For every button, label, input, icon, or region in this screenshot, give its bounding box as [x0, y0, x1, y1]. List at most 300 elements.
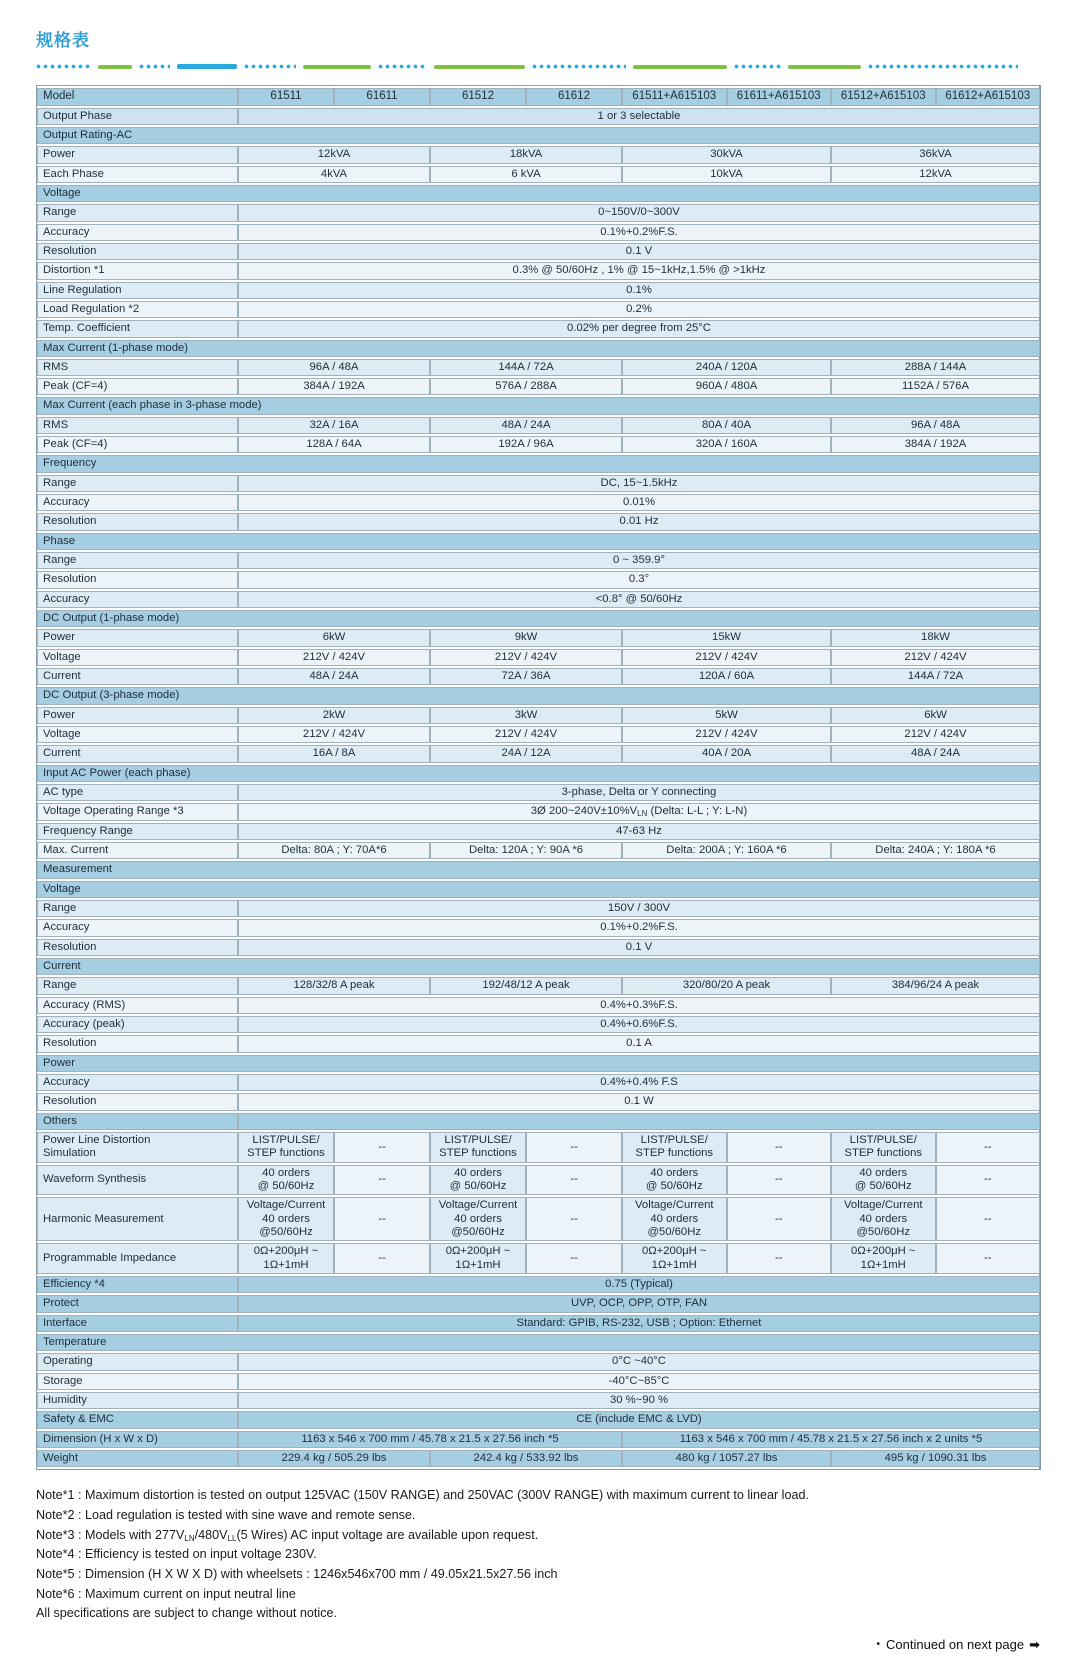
cell: 0.1 V	[238, 243, 1040, 260]
table-row	[37, 842, 1040, 859]
row-label: Accuracy (peak)	[37, 1016, 238, 1033]
cell: 0.3% @ 50/60Hz , 1% @ 15~1kHz,1.5% @ >1kHz	[238, 262, 1040, 279]
table-row	[37, 1373, 1040, 1390]
section-row	[37, 340, 1040, 357]
cell: 61612+A615103	[936, 88, 1041, 106]
section-header: Max Current (each phase in 3-phase mode)	[37, 397, 1040, 414]
cell: 128/32/8 A peak	[238, 977, 430, 994]
row-label: Range	[37, 552, 238, 569]
row-label: Range	[37, 475, 238, 492]
cell: 10kVA	[622, 166, 831, 183]
cell: 192A / 96A	[430, 436, 622, 453]
row-label: Temp. Coefficient	[37, 320, 238, 337]
cell: --	[727, 1132, 832, 1163]
row-label: Accuracy	[37, 1074, 238, 1091]
cell: 96A / 48A	[238, 359, 430, 376]
cell: 3Ø $200\sim 240V\pm 10\%V_{LN}$ (Delta: L-L ; Y: L-N)	[238, 803, 1040, 820]
row-label: Resolution	[37, 571, 238, 588]
cell: 36kVA	[831, 146, 1040, 163]
cell: 0Ω+200μH ~ 1Ω+1mH	[430, 1243, 526, 1274]
cell: 47-63 Hz	[238, 823, 1040, 840]
spec-table	[37, 86, 1040, 1469]
row-label: Interface	[37, 1315, 238, 1332]
cell: --	[526, 1132, 622, 1163]
cell: 960A / 480A	[622, 378, 831, 395]
table-row	[37, 1450, 1040, 1467]
row-label: Load Regulation *2	[37, 301, 238, 318]
table-row	[37, 1315, 1040, 1332]
cell: 212V / 424V	[430, 726, 622, 743]
row-label: Dimension (H x W x D)	[37, 1431, 238, 1448]
cell: 40 orders @ 50/60Hz	[238, 1165, 334, 1196]
cell: 30 %~90 %	[238, 1392, 1040, 1409]
cell: 48A / 24A	[238, 668, 430, 685]
section-row	[37, 397, 1040, 414]
cell: Standard: GPIB, RS-232, USB ; Option: Ethernet	[238, 1315, 1040, 1332]
row-label: Power	[37, 629, 238, 646]
cell: 1 or 3 selectable	[238, 108, 1040, 125]
cell: 72A / 36A	[430, 668, 622, 685]
divider-dots	[139, 64, 170, 69]
divider-dash	[177, 64, 237, 69]
divider-dots	[868, 64, 1018, 69]
section-row	[37, 127, 1040, 144]
section-header: Power	[37, 1055, 1040, 1072]
cell: 40 orders @ 50/60Hz	[831, 1165, 936, 1196]
divider-dash	[303, 65, 371, 69]
table-row	[37, 552, 1040, 569]
row-label: Output Phase	[37, 108, 238, 125]
cell: 30kVA	[622, 146, 831, 163]
section-header: Voltage	[37, 881, 1040, 898]
cell: --	[727, 1165, 832, 1196]
cell: 495 kg / 1090.31 lbs	[831, 1450, 1040, 1467]
cell: 0.1 A	[238, 1035, 1040, 1052]
table-row	[37, 494, 1040, 511]
bullet-icon: •	[876, 1638, 881, 1650]
note-line: Note*4 : Efficiency is tested on input voltage 230V.	[36, 1547, 317, 1562]
row-label: Power	[37, 707, 238, 724]
cell: --	[936, 1165, 1041, 1196]
section-header: Temperature	[37, 1334, 1040, 1351]
section-row	[37, 765, 1040, 782]
table-row	[37, 1353, 1040, 1370]
cell: 576A / 288A	[430, 378, 622, 395]
cell: 32A / 16A	[238, 417, 430, 434]
row-label: Accuracy	[37, 494, 238, 511]
cell: CE (include EMC & LVD)	[238, 1411, 1040, 1428]
cell: LIST/PULSE/ STEP functions	[430, 1132, 526, 1163]
cell: LIST/PULSE/ STEP functions	[238, 1132, 334, 1163]
note-line: Note*1 : Maximum distortion is tested on output 125VAC (150V RANGE) and 250VAC (300V RANGE) with maximum current to linear load.	[36, 1488, 809, 1503]
cell: DC, 15~1.5kHz	[238, 475, 1040, 492]
section-row	[37, 861, 1040, 878]
divider-dash	[434, 65, 525, 69]
table-row	[37, 243, 1040, 260]
section-row	[37, 881, 1040, 898]
cell: 0.1 V	[238, 939, 1040, 956]
row-label: Humidity	[37, 1392, 238, 1409]
cell: Voltage/Current 40 orders @50/60Hz	[238, 1197, 334, 1241]
row-label: Accuracy	[37, 224, 238, 241]
cell: 61612	[526, 88, 622, 106]
cell: 16A / 8A	[238, 745, 430, 762]
cell: 384A / 192A	[238, 378, 430, 395]
cell: 61611+A615103	[727, 88, 832, 106]
notes	[36, 1486, 881, 1623]
section-header: Max Current (1-phase mode)	[37, 340, 1040, 357]
table-row	[37, 649, 1040, 666]
cell: 15kW	[622, 629, 831, 646]
row-label: Voltage	[37, 726, 238, 743]
table-row	[37, 977, 1040, 994]
cell: Delta: 80A ; Y: 70A*6	[238, 842, 430, 859]
table-row	[37, 301, 1040, 318]
divider-dots	[734, 64, 781, 69]
cell: 1163 x 546 x 700 mm / 45.78 x 21.5 x 27.56 inch *5	[238, 1431, 622, 1448]
cell: 120A / 60A	[622, 668, 831, 685]
row-label: RMS	[37, 417, 238, 434]
cell: 6kW	[238, 629, 430, 646]
cell: 229.4 kg / 505.29 lbs	[238, 1450, 430, 1467]
cell: --	[936, 1197, 1041, 1241]
row-label: Accuracy	[37, 919, 238, 936]
row-label: Power Line Distortion Simulation	[37, 1132, 238, 1163]
cell: Delta: 240A ; Y: 180A *6	[831, 842, 1040, 859]
continued-on-next-page	[36, 1637, 1040, 1673]
table-row	[37, 803, 1040, 820]
cell: --	[936, 1132, 1041, 1163]
table-row	[37, 591, 1040, 608]
section-header: DC Output (3-phase mode)	[37, 687, 1040, 704]
cell: 5kW	[622, 707, 831, 724]
cell: 0~150V/0~300V	[238, 204, 1040, 221]
table-row	[37, 513, 1040, 530]
cell: 150V / 300V	[238, 900, 1040, 917]
cell: --	[334, 1132, 430, 1163]
cell: 61511+A615103	[622, 88, 727, 106]
cell: Voltage/Current 40 orders @50/60Hz	[831, 1197, 936, 1241]
cell: 144A / 72A	[430, 359, 622, 376]
cell: 144A / 72A	[831, 668, 1040, 685]
cell: LIST/PULSE/ STEP functions	[622, 1132, 727, 1163]
row-label: Harmonic Measurement	[37, 1197, 238, 1241]
cell: 48A / 24A	[430, 417, 622, 434]
cell: 0.01%	[238, 494, 1040, 511]
table-row	[37, 997, 1040, 1014]
table-row	[37, 1411, 1040, 1428]
divider-dash	[98, 65, 132, 69]
section-row	[37, 533, 1040, 550]
cell: Voltage/Current 40 orders @50/60Hz	[622, 1197, 727, 1241]
cell: 0.3°	[238, 571, 1040, 588]
row-label: Resolution	[37, 1035, 238, 1052]
table-row	[37, 629, 1040, 646]
cell: 61512	[430, 88, 526, 106]
row-label: Voltage	[37, 649, 238, 666]
row-label: Peak (CF=4)	[37, 436, 238, 453]
row-label: Waveform Synthesis	[37, 1165, 238, 1196]
table-row	[37, 726, 1040, 743]
table-row	[37, 359, 1040, 376]
section-row	[37, 1334, 1040, 1351]
cell: <0.8° @ 50/60Hz	[238, 591, 1040, 608]
cell: 0.1 W	[238, 1093, 1040, 1110]
row-label: Power	[37, 146, 238, 163]
row-label: Distortion *1	[37, 262, 238, 279]
spec-table-body	[37, 88, 1040, 1467]
cell: 384/96/24 A peak	[831, 977, 1040, 994]
table-row	[37, 1295, 1040, 1312]
table-row	[37, 707, 1040, 724]
table-row	[37, 282, 1040, 299]
table-row	[37, 571, 1040, 588]
section-header: Output Rating-AC	[37, 127, 1040, 144]
cell: 384A / 192A	[831, 436, 1040, 453]
cell: 40A / 20A	[622, 745, 831, 762]
table-row	[37, 1016, 1040, 1033]
table-row	[37, 900, 1040, 917]
section-header: Phase	[37, 533, 1040, 550]
row-label: Storage	[37, 1373, 238, 1390]
cell: 0Ω+200μH ~ 1Ω+1mH	[622, 1243, 727, 1274]
section-header: Measurement	[37, 861, 1040, 878]
continued-label: Continued on next page	[886, 1636, 1025, 1652]
row-label: Model	[37, 88, 238, 106]
table-row	[37, 224, 1040, 241]
table-row	[37, 668, 1040, 685]
cell: 18kW	[831, 629, 1040, 646]
table-row	[37, 1243, 1040, 1274]
divider-dots	[532, 64, 626, 69]
row-label: Peak (CF=4)	[37, 378, 238, 395]
table-row	[37, 146, 1040, 163]
cell: 2kW	[238, 707, 430, 724]
cell: 61512+A615103	[831, 88, 936, 106]
section-row	[37, 958, 1040, 975]
cell: 6kW	[831, 707, 1040, 724]
row-label: Operating	[37, 1353, 238, 1370]
table-row	[37, 1074, 1040, 1091]
cell: --	[727, 1243, 832, 1274]
section-header: Current	[37, 958, 1040, 975]
divider-dots	[36, 64, 91, 69]
table-row	[37, 1276, 1040, 1293]
section-header: Input AC Power (each phase)	[37, 765, 1040, 782]
table-row	[37, 108, 1040, 125]
cell: --	[526, 1243, 622, 1274]
section-row	[37, 1113, 1040, 1130]
divider-dots	[244, 64, 296, 69]
row-label: Range	[37, 900, 238, 917]
divider-dash	[788, 65, 861, 69]
arrow-right-icon: ➡	[1029, 1636, 1040, 1652]
cell: 3-phase, Delta or Y connecting	[238, 784, 1040, 801]
cell: 0.2%	[238, 301, 1040, 318]
cell: 12kVA	[238, 146, 430, 163]
table-row	[37, 1165, 1040, 1196]
cell: 0.4%+0.6%F.S.	[238, 1016, 1040, 1033]
cell: 320/80/20 A peak	[622, 977, 831, 994]
row-label: Each Phase	[37, 166, 238, 183]
row-label: Frequency Range	[37, 823, 238, 840]
row-label: Resolution	[37, 939, 238, 956]
table-row	[37, 784, 1040, 801]
cell: --	[334, 1197, 430, 1241]
table-row	[37, 417, 1040, 434]
row-label: Current	[37, 668, 238, 685]
note-line: Note*2 : Load regulation is tested with sine wave and remote sense.	[36, 1507, 416, 1522]
cell: 48A / 24A	[831, 745, 1040, 762]
row-label: Programmable Impedance	[37, 1243, 238, 1274]
cell: 0.1%+0.2%F.S.	[238, 919, 1040, 936]
cell: 0.1%+0.2%F.S.	[238, 224, 1040, 241]
cell: 1163 x 546 x 700 mm / 45.78 x 21.5 x 27.56 inch x 2 units *5	[622, 1431, 1040, 1448]
cell: --	[334, 1165, 430, 1196]
cell: 0.01 Hz	[238, 513, 1040, 530]
cell: 0.75 (Typical)	[238, 1276, 1040, 1293]
cell: 0.4%+0.4% F.S	[238, 1074, 1040, 1091]
cell: 61611	[334, 88, 430, 106]
row-label: Range	[37, 977, 238, 994]
cell: 212V / 424V	[831, 649, 1040, 666]
row-label: Resolution	[37, 513, 238, 530]
page-title: 规格表	[36, 31, 90, 50]
table-row	[37, 745, 1040, 762]
cell: 0.4%+0.3%F.S.	[238, 997, 1040, 1014]
cell: 61511	[238, 88, 334, 106]
table-row	[37, 1392, 1040, 1409]
divider-dash	[633, 65, 727, 69]
section-row	[37, 687, 1040, 704]
cell: 0°C ~40°C	[238, 1353, 1040, 1370]
cell: 18kVA	[430, 146, 622, 163]
row-label: AC type	[37, 784, 238, 801]
table-row	[37, 378, 1040, 395]
cell: -40°C~85°C	[238, 1373, 1040, 1390]
table-row	[37, 1035, 1040, 1052]
cell: Voltage/Current 40 orders @50/60Hz	[430, 1197, 526, 1241]
section-row	[37, 1055, 1040, 1072]
table-row	[37, 88, 1040, 106]
table-row	[37, 475, 1040, 492]
row-label: Voltage Operating Range *3	[37, 803, 238, 820]
cell: 3kW	[430, 707, 622, 724]
table-row	[37, 919, 1040, 936]
cell: UVP, OCP, OPP, OTP, FAN	[238, 1295, 1040, 1312]
row-label: Range	[37, 204, 238, 221]
cell: 0Ω+200μH ~ 1Ω+1mH	[238, 1243, 334, 1274]
note-line: Note*6 : Maximum current on input neutral line	[36, 1586, 296, 1601]
row-label: Current	[37, 745, 238, 762]
note-line: Note*3 : Models with $277V_{LN}/480V_{LL}(5$ Wires) AC input voltage are available upon request.	[36, 1527, 539, 1543]
cell: 40 orders @ 50/60Hz	[622, 1165, 727, 1196]
spec-table-wrap	[36, 85, 1041, 1470]
row-label: Resolution	[37, 1093, 238, 1110]
table-row	[37, 1132, 1040, 1163]
cell: 212V / 424V	[430, 649, 622, 666]
cell: 212V / 424V	[622, 649, 831, 666]
section-row	[37, 610, 1040, 627]
cell: 0.1%	[238, 282, 1040, 299]
table-row	[37, 1093, 1040, 1110]
row-label: Accuracy (RMS)	[37, 997, 238, 1014]
cell: 192/48/12 A peak	[430, 977, 622, 994]
cell: 6 kVA	[430, 166, 622, 183]
cell: Delta: 200A ; Y: 160A *6	[622, 842, 831, 859]
cell: 240A / 120A	[622, 359, 831, 376]
cell: 12kVA	[831, 166, 1040, 183]
cell: 128A / 64A	[238, 436, 430, 453]
cell: 212V / 424V	[622, 726, 831, 743]
row-label: Protect	[37, 1295, 238, 1312]
cell: 480 kg / 1057.27 lbs	[622, 1450, 831, 1467]
table-row	[37, 823, 1040, 840]
row-label: Weight	[37, 1450, 238, 1467]
cell: 0.02% per degree from 25°C	[238, 320, 1040, 337]
cell: --	[526, 1197, 622, 1241]
table-row	[37, 939, 1040, 956]
cell: 212V / 424V	[831, 726, 1040, 743]
row-label: Max. Current	[37, 842, 238, 859]
cell: 212V / 424V	[238, 726, 430, 743]
table-row	[37, 436, 1040, 453]
cell: LIST/PULSE/ STEP functions	[831, 1132, 936, 1163]
note-line: All specifications are subject to change without notice.	[36, 1606, 338, 1621]
section-row	[37, 455, 1040, 472]
decorative-divider	[36, 64, 1040, 69]
table-row	[37, 262, 1040, 279]
row-label: Safety & EMC	[37, 1411, 238, 1428]
row-label: RMS	[37, 359, 238, 376]
divider-dots	[378, 64, 427, 69]
cell: --	[334, 1243, 430, 1274]
cell: Delta: 120A ; Y: 90A *6	[430, 842, 622, 859]
table-row	[37, 1197, 1040, 1241]
cell: 288A / 144A	[831, 359, 1040, 376]
table-row	[37, 204, 1040, 221]
cell: 0Ω+200μH ~ 1Ω+1mH	[831, 1243, 936, 1274]
cell: 4kVA	[238, 166, 430, 183]
section-header: Frequency	[37, 455, 1040, 472]
section-header: Voltage	[37, 185, 1040, 202]
cell: 212V / 424V	[238, 649, 430, 666]
cell: --	[526, 1165, 622, 1196]
section-header: DC Output (1-phase mode)	[37, 610, 1040, 627]
table-row	[37, 1431, 1040, 1448]
cell: 9kW	[430, 629, 622, 646]
cell: 320A / 160A	[622, 436, 831, 453]
cell: 96A / 48A	[831, 417, 1040, 434]
cell: --	[727, 1197, 832, 1241]
section-row	[37, 185, 1040, 202]
cell: 80A / 40A	[622, 417, 831, 434]
cell: 242.4 kg / 533.92 lbs	[430, 1450, 622, 1467]
row-label: Accuracy	[37, 591, 238, 608]
note-line: Note*5 : Dimension (H X W X D) with wheelsets : 1246x546x700 mm / 49.05x21.5x27.56 inch	[36, 1567, 558, 1581]
cell: 0 ~ 359.9°	[238, 552, 1040, 569]
cell: 1152A / 576A	[831, 378, 1040, 395]
row-label: Line Regulation	[37, 282, 238, 299]
table-row	[37, 166, 1040, 183]
cell: --	[936, 1243, 1041, 1274]
cell: 40 orders @ 50/60Hz	[430, 1165, 526, 1196]
row-label: Resolution	[37, 243, 238, 260]
table-row	[37, 320, 1040, 337]
row-label: Efficiency *4	[37, 1276, 238, 1293]
cell: 24A / 12A	[430, 745, 622, 762]
section-spacer	[238, 1113, 1040, 1130]
